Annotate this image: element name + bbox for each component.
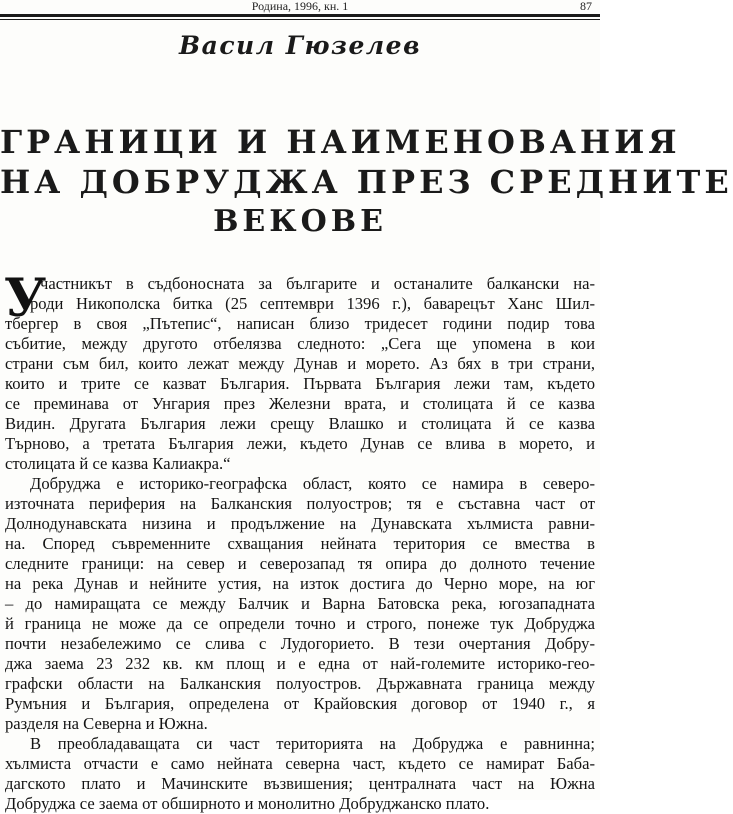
author-name: Васил Гюзелев xyxy=(178,31,421,60)
body-line: Румъния и България, определена от Крайовския договор от 1940 г., я xyxy=(5,694,595,713)
body-line: Добруджа е историко-географска област, която се намира в северо- xyxy=(30,474,595,493)
body-line: които и трите се казват България. Първата България лежи там, където xyxy=(5,374,595,393)
body-line: Долнодунавската низина и продължение на Дунавската хълмиста равни- xyxy=(5,514,595,533)
body-line: следните граници: на север и северозапад тя опира до долното течение xyxy=(5,554,595,573)
body-line: почти незабележимо се слива с Лудогорието. В тези очертания Добру- xyxy=(5,634,595,653)
drop-cap: У xyxy=(4,268,47,329)
article-title xyxy=(0,122,733,242)
body-line: на. Според съвременните схващания нейната територия се вмества в xyxy=(5,534,595,553)
title-line: ГРАНИЦИ И НАИМЕНОВАНИЯ xyxy=(0,123,681,161)
journal-issue: Родина, 1996, кн. 1 xyxy=(251,0,349,13)
body-line: графски области на Балканския полуостров. Държавната граница между xyxy=(5,674,595,693)
title-line: НА ДОБРУДЖА ПРЕЗ СРЕДНИТЕ xyxy=(0,163,733,201)
body-line: – до намиращата се между Балчик и Варна Батовска река, югозападната xyxy=(5,594,595,613)
body-line: роди Никополска битка (25 септември 1396 г.), баварецът Ханс Шил- xyxy=(30,294,595,313)
body-line: разделя на Северна и Южна. xyxy=(5,714,208,733)
body-line: Търново, а третата България лежи, където Дунав се влива в морето, и xyxy=(5,434,595,453)
header-rule-thin xyxy=(0,19,600,20)
body-line: джа заема 23 232 кв. км площ и е една от най-големите историко-гео- xyxy=(5,654,595,673)
body-line: й граница не може да се определи точно и строго, понеже тук Добруджа xyxy=(5,614,595,633)
body-line: събитие, между другото отбелязва следното: „Сега ще упомена в кои xyxy=(5,334,595,353)
body-line: хълмиста отчасти е само нейната северна част, където се намират Баба- xyxy=(5,754,595,773)
body-line: столицата й се казва Калиакра.“ xyxy=(5,454,231,473)
body-line: страни съм бил, които лежат между Дунав и морето. Аз бях в три страни, xyxy=(5,354,595,373)
body-line: Видин. Другата България лежи срещу Влашко и столицата й се казва xyxy=(5,414,595,433)
body-line: В преобладаващата си част територията на Добруджа е равнинна; xyxy=(30,734,595,753)
body-line: дагското плато и Мачинските възвишения; централната част на Южна xyxy=(5,774,595,793)
body-line: източната периферия на Балканския полуостров; тя е съставна част от xyxy=(5,494,595,513)
body-line: на река Дунав и нейните устия, на изток достига до Черно море, на юг xyxy=(5,574,595,593)
body-line: Добруджа се заема от обширното и монолитно Добруджанско плато. xyxy=(5,794,490,813)
body-line: частникът в съдбоносната за българите и останалите балкански на- xyxy=(40,274,595,293)
body-line: тбергер в своя „Пътепис“, написан близо тридесет години подир това xyxy=(5,314,595,333)
body-line: се преминава от Унгария през Железни врата, и столицата й се казва xyxy=(5,394,595,413)
running-head xyxy=(0,0,600,13)
page-number: 87 xyxy=(580,0,592,13)
title-line: ВЕКОВЕ xyxy=(213,204,387,239)
header-rule-thick xyxy=(0,14,600,17)
